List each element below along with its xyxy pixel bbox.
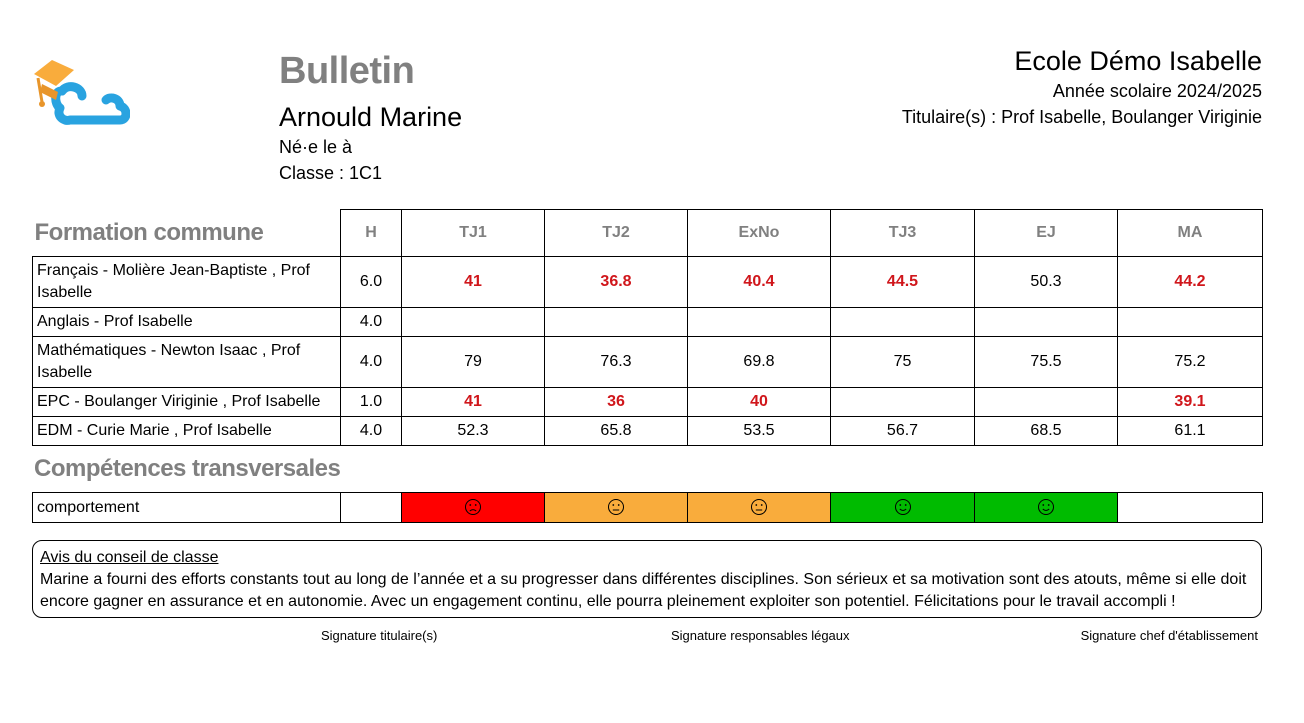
section-title-competences: Compétences transversales [34,455,341,482]
grade-cell [831,308,975,337]
signature-principal: Signature chef d'établissement [1080,628,1258,643]
student-header [279,48,462,186]
level-cell [975,493,1118,523]
school-logo [30,52,130,142]
grade-cell: 50.3 [975,257,1118,308]
grade-cell: 36.8 [545,257,688,308]
school-year: Année scolaire 2024/2025 [1052,81,1262,101]
grade-cell [975,308,1118,337]
table-row [33,308,1263,337]
smiley-face-icon [1037,498,1055,516]
grade-cell: 69.8 [688,337,831,388]
grade-cell [975,388,1118,417]
subject-cell: EPC - Boulanger Viriginie , Prof Isabelle [33,388,341,417]
competence-row [33,493,1263,523]
smiley-face-icon [894,498,912,516]
level-cell [831,493,975,523]
subject-cell: Mathématiques - Newton Isaac , Prof Isabelle [33,337,341,388]
grade-cell: 75.5 [975,337,1118,388]
table-row [33,337,1263,388]
grade-cell: 79 [402,337,545,388]
grade-cell: 39.1 [1118,388,1263,417]
table-row [33,257,1263,308]
graduation-cap-cloud-icon [30,52,130,142]
grades-table [32,209,1263,446]
column-header-tj1: TJ1 [402,210,545,257]
grade-cell: 76.3 [545,337,688,388]
grade-cell: 75 [831,337,975,388]
grade-cell: 68.5 [975,417,1118,446]
competence-label: comportement [33,493,341,523]
grade-cell: 4.0 [341,337,402,388]
grade-cell: 53.5 [688,417,831,446]
subject-cell: Anglais - Prof Isabelle [33,308,341,337]
grades-header-row [33,210,1263,257]
homeroom-teachers: Titulaire(s) : Prof Isabelle, Boulanger Viriginie [901,107,1262,127]
grade-cell: 41 [402,257,545,308]
grade-cell [545,308,688,337]
level-cell [402,493,545,523]
grade-cell: 40.4 [688,257,831,308]
grade-cell: 56.7 [831,417,975,446]
grade-cell: 44.2 [1118,257,1263,308]
grade-cell [831,388,975,417]
column-header-exno: ExNo [688,210,831,257]
grade-cell: 61.1 [1118,417,1263,446]
neutral-face-icon [750,498,768,516]
grade-cell: 52.3 [402,417,545,446]
level-cell [1118,493,1263,523]
class-council-box [32,540,1262,618]
school-header [902,44,1262,130]
section-title-formation: Formation commune [34,218,264,246]
grade-cell: 65.8 [545,417,688,446]
sad-face-icon [464,498,482,516]
grade-cell: 75.2 [1118,337,1263,388]
subject-cell: EDM - Curie Marie , Prof Isabelle [33,417,341,446]
signature-titulaire: Signature titulaire(s) [321,628,438,643]
grade-cell: 4.0 [341,417,402,446]
level-cell [545,493,688,523]
column-header-tj2: TJ2 [545,210,688,257]
grade-cell [1118,308,1263,337]
level-cell [688,493,831,523]
grade-cell: 1.0 [341,388,402,417]
grade-cell: 6.0 [341,257,402,308]
student-name: Arnould Marine [279,102,463,132]
grade-cell: 41 [402,388,545,417]
council-text: Marine a fourni des efforts constants tout au long de l’année et a su progresser dans différentes disciplines. Son sérieux et sa motivation sont des atouts, même si elle doit encore gagner en assurance et en autonomie. Avec un engagement continu, elle pourra pleinement exploiter son potentiel. Félicitations pour le travail accompli ! [40,571,1247,610]
column-header-tj3: TJ3 [831,210,975,257]
grade-cell: 44.5 [831,257,975,308]
class-info: Classe : 1C1 [279,163,383,183]
table-row [33,388,1263,417]
column-header-hours: H [341,210,402,257]
column-header-ej: EJ [975,210,1118,257]
grade-cell [402,308,545,337]
birth-info: Né·e le à [279,137,353,157]
level-cell [341,493,402,523]
neutral-face-icon [607,498,625,516]
school-name: Ecole Démo Isabelle [1014,46,1262,76]
grade-cell [688,308,831,337]
competences-table [32,492,1263,523]
document-title: Bulletin [279,50,415,92]
grade-cell: 36 [545,388,688,417]
signature-legal-guardians: Signature responsables légaux [671,628,850,643]
table-row [33,417,1263,446]
column-header-ma: MA [1118,210,1263,257]
grade-cell: 40 [688,388,831,417]
grade-cell: 4.0 [341,308,402,337]
council-title: Avis du conseil de classe [40,549,219,566]
subject-cell: Français - Molière Jean-Baptiste , Prof Isabelle [33,257,341,308]
